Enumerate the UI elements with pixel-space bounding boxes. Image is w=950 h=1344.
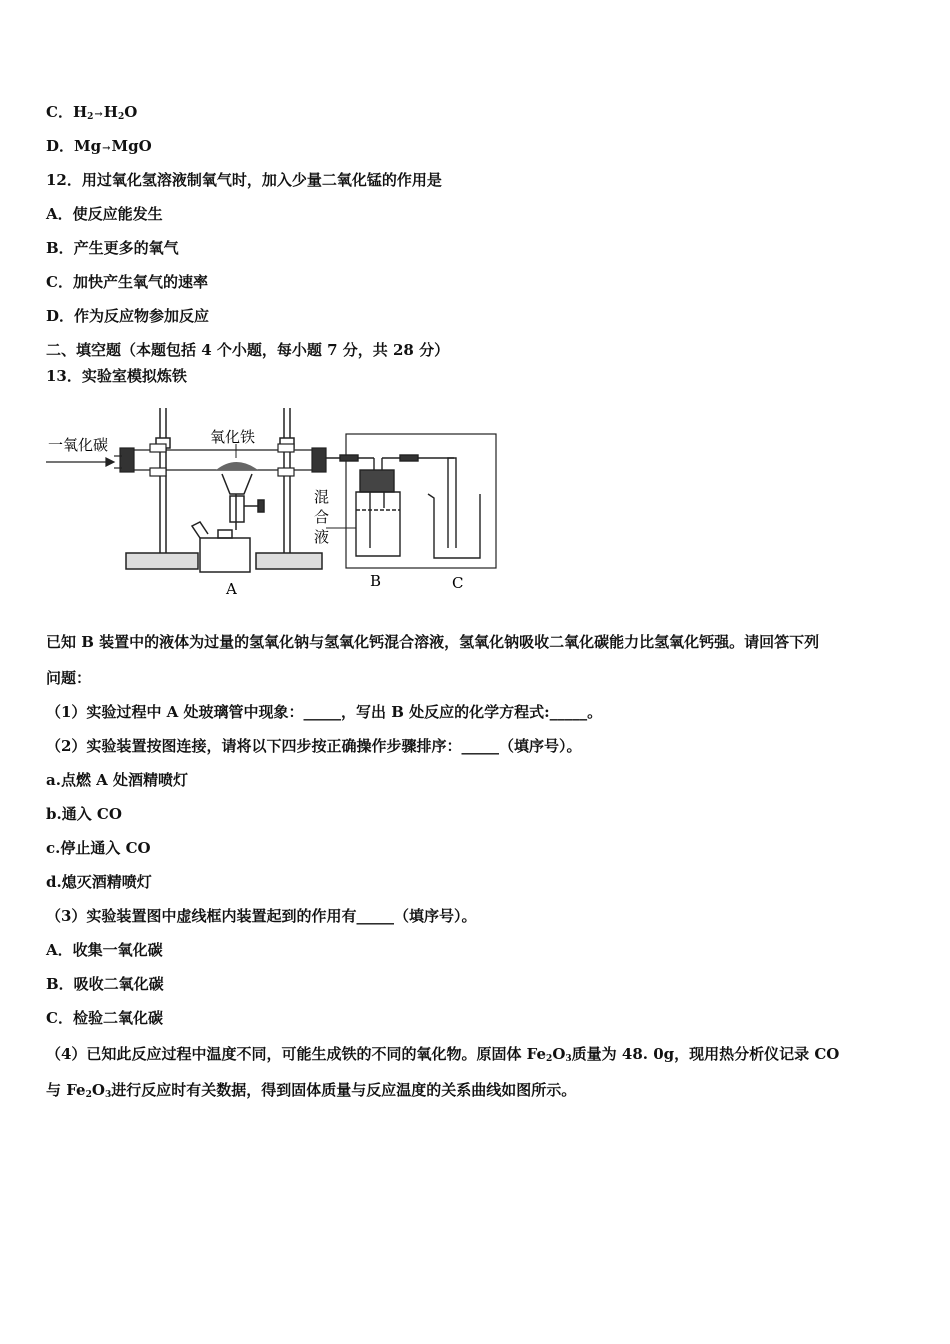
text: O <box>91 1081 105 1099</box>
q12-option-c: C．加快产生氧气的速率 <box>46 273 208 291</box>
glass-tube <box>120 444 326 476</box>
text: 进行反应时有关数据，得到固体质量与反应温度的关系曲线如图所示。 <box>111 1081 577 1099</box>
intro-line-1: 已知 B 装置中的液体为过量的氢氧化钠与氢氧化钙混合溶液，氢氧化钠吸收二氧化碳能力比氢氧化钙强。请回答下列 <box>46 633 820 651</box>
formula-part: O <box>124 103 138 121</box>
q12-option-b: B．产生更多的氧气 <box>46 239 179 257</box>
option-label: C． <box>46 103 73 121</box>
question-12: 12．用过氧化氢溶液制氧气时，加入少量二氧化锰的作用是 <box>46 171 442 189</box>
co-inlet-arrow <box>46 456 122 468</box>
label-fe2o3: 氧化铁 <box>210 428 256 446</box>
p3-option-a: A．收集一氧化碳 <box>46 941 163 959</box>
alcohol-burner <box>192 474 264 572</box>
beaker-c <box>428 494 480 558</box>
subscript: 2 <box>87 112 94 122</box>
q12-option-d: D．作为反应物参加反应 <box>46 307 210 325</box>
option-c <box>46 102 137 127</box>
arrow-icon: → <box>94 109 103 120</box>
option-d <box>46 136 152 159</box>
arrow-icon: → <box>102 143 111 154</box>
subscript: 3 <box>104 1090 112 1100</box>
formula-part: Mg <box>74 137 102 155</box>
formula-part: H <box>72 103 88 121</box>
text: O <box>552 1045 566 1063</box>
sub-question-4-line-2 <box>46 1080 576 1105</box>
subscript: 3 <box>565 1054 572 1064</box>
apparatus-figure <box>44 398 514 598</box>
text: 质量为 48. 0g，现用热分析仪记录 CO <box>571 1045 840 1063</box>
label-mix-1: 混 <box>314 488 330 506</box>
q12-option-a: A．使反应能发生 <box>46 205 163 223</box>
text: 与 Fe <box>46 1081 86 1099</box>
step-c: c.停止通入 CO <box>46 839 151 857</box>
label-co: 一氧化碳 <box>48 436 109 454</box>
sub-question-1: （1）实验过程中 A 处玻璃管中现象：_____，写出 B 处反应的化学方程式:_____。 <box>46 703 603 721</box>
intro-line-2: 问题： <box>46 669 92 687</box>
formula-part: MgO <box>111 137 152 155</box>
question-13: 13．实验室模拟炼铁 <box>46 367 187 385</box>
sub-question-2: （2）实验装置按图连接，请将以下四步按正确操作步骤排序：_____（填序号）。 <box>46 737 582 755</box>
sub-question-4-line-1 <box>46 1044 839 1069</box>
iron-oxide-powder <box>216 462 258 470</box>
step-b: b.通入 CO <box>46 805 122 823</box>
subscript: 2 <box>546 1054 553 1064</box>
subscript: 2 <box>85 1090 92 1100</box>
option-label: D． <box>46 137 75 155</box>
text: （4）已知此反应过程中温度不同，可能生成铁的不同的氧化物。原固体 Fe <box>46 1045 547 1063</box>
p3-option-c: C．检验二氧化碳 <box>46 1009 163 1027</box>
section-heading: 二、填空题（本题包括 4 个小题，每小题 7 分，共 28 分） <box>46 341 450 359</box>
sub-question-3: （3）实验装置图中虚线框内装置起到的作用有_____（填序号）。 <box>46 907 477 925</box>
dashed-frame <box>346 434 496 568</box>
iron-stand-left <box>126 408 198 569</box>
subscript: 2 <box>117 112 125 122</box>
label-c: C <box>452 574 464 592</box>
iron-stand-right <box>256 408 322 569</box>
formula-part: H <box>103 103 118 121</box>
step-a: a.点燃 A 处酒精喷灯 <box>46 771 189 789</box>
p3-option-b: B．吸收二氧化碳 <box>46 975 164 993</box>
label-mix-2: 合 <box>314 508 330 526</box>
step-d: d.熄灭酒精喷灯 <box>46 873 152 891</box>
bottle-b <box>356 470 400 556</box>
label-mix-3: 液 <box>314 528 330 546</box>
label-b: B <box>370 572 382 590</box>
label-a: A <box>226 580 237 598</box>
